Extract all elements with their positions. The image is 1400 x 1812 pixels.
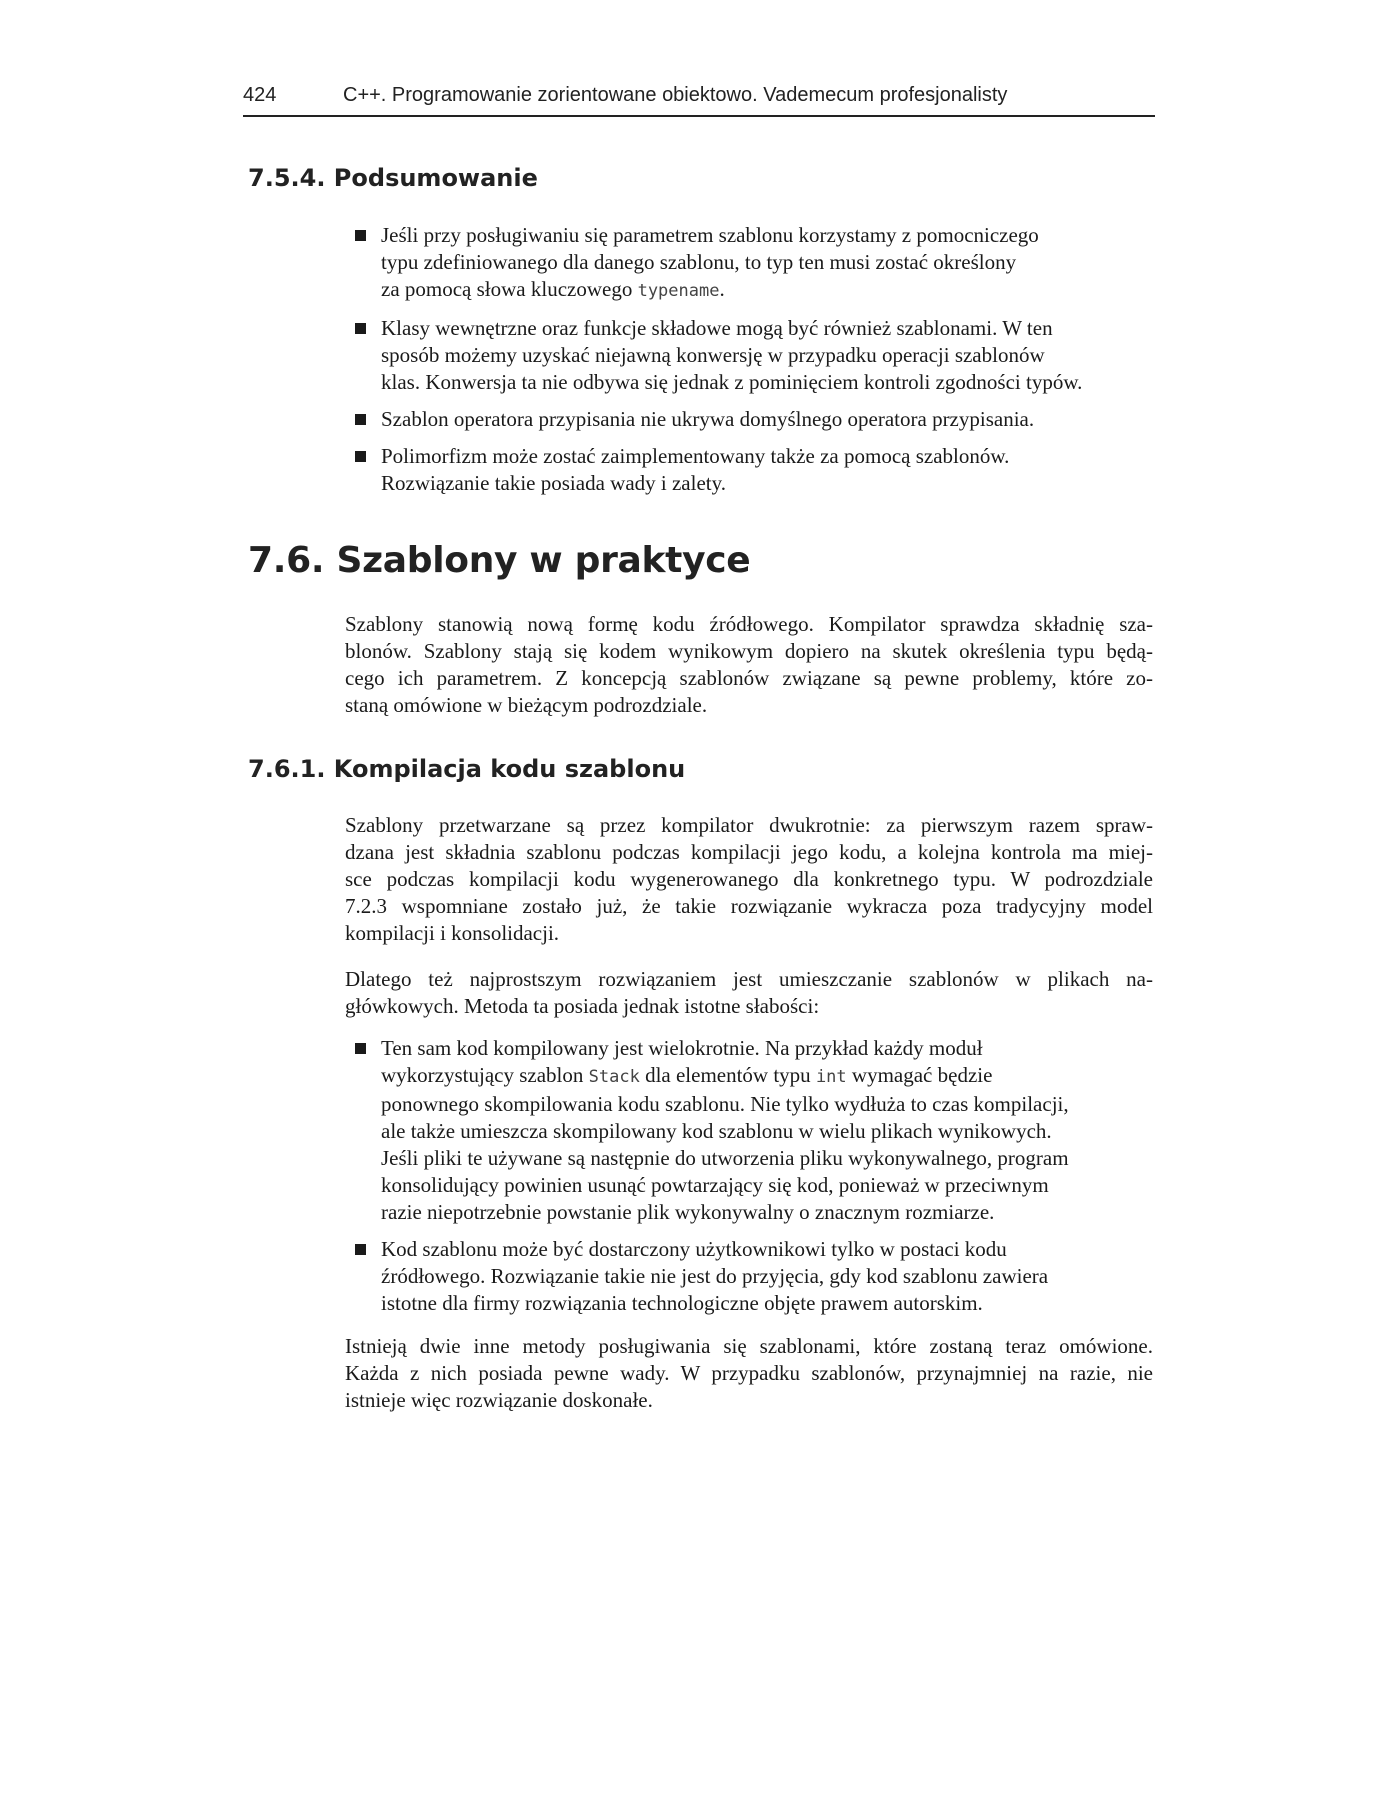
- text-line: ponownego skompilowania kodu szablonu. Nie tylko wydłuża to czas kompilacji,: [381, 1092, 1069, 1116]
- text-fragment: dla elementów typu: [639, 1063, 816, 1087]
- list-item: [381, 1236, 1161, 1317]
- code-keyword: Stack: [588, 1067, 640, 1087]
- text-line: kompilacji i konsolidacji.: [345, 921, 560, 945]
- text-line: dzana jest składnia szablonu podczas kompilacji jego kodu, a kolejna kontrola ma miej-: [345, 840, 1153, 864]
- weakness-list: [381, 1035, 1161, 1327]
- text-line: Dlatego też najprostszym rozwiązaniem jest umieszczanie szablonów w plikach na-: [345, 967, 1153, 991]
- text-line: źródłowego. Rozwiązanie takie nie jest do przyjęcia, gdy kod szablonu zawiera: [381, 1264, 1049, 1288]
- square-bullet-icon: [355, 323, 366, 334]
- text-line: [381, 276, 1161, 305]
- list-item: [381, 315, 1161, 396]
- paragraph: [345, 611, 1153, 719]
- square-bullet-icon: [355, 230, 366, 241]
- text-line: konsolidujący powinien usunąć powtarzający się kod, ponieważ w przeciwnym: [381, 1173, 1049, 1197]
- heading-7-6-1: 7.6.1. Kompilacja kodu szablonu: [248, 755, 686, 783]
- text-line: główkowych. Metoda ta posiada jednak istotne słabości:: [345, 994, 820, 1018]
- text-line: Każda z nich posiada pewne wady. W przypadku szablonów, przynajmniej na razie, nie: [345, 1361, 1153, 1385]
- square-bullet-icon: [355, 1043, 366, 1054]
- text-line: sce podczas kompilacji kodu wygenerowanego dla konkretnego typu. W podrozdziale: [345, 867, 1153, 891]
- code-keyword: typename: [637, 281, 720, 301]
- square-bullet-icon: [355, 451, 366, 462]
- text-line: staną omówione w bieżącym podrozdziale.: [345, 693, 708, 717]
- text-line: Szablon operatora przypisania nie ukrywa domyślnego operatora przypisania.: [381, 407, 1035, 431]
- text-line: Istnieją dwie inne metody posługiwania się szablonami, które zostaną teraz omówione.: [345, 1334, 1153, 1358]
- text-line: Ten sam kod kompilowany jest wielokrotnie. Na przykład każdy moduł: [381, 1036, 983, 1060]
- paragraph: [345, 1333, 1153, 1414]
- paragraph: [345, 812, 1153, 947]
- header-rule: [243, 115, 1155, 117]
- text-line: sposób możemy uzyskać niejawną konwersję w przypadku operacji szablonów: [381, 343, 1045, 367]
- text-line: Szablony stanowią nową formę kodu źródłowego. Kompilator sprawdza składnię sza-: [345, 612, 1153, 636]
- text-line: istotne dla firmy rozwiązania technologiczne objęte prawem autorskim.: [381, 1291, 983, 1315]
- heading-7-5-4: 7.5.4. Podsumowanie: [248, 164, 538, 192]
- code-keyword: int: [815, 1067, 847, 1087]
- text-line: Klasy wewnętrzne oraz funkcje składowe mogą być również szablonami. W ten: [381, 316, 1053, 340]
- text-line: 7.2.3 wspomniane zostało już, że takie rozwiązanie wykracza poza tradycyjny model: [345, 894, 1153, 918]
- text-line: Polimorfizm może zostać zaimplementowany także za pomocą szablonów.: [381, 444, 1010, 468]
- text-fragment: wymagać będzie: [846, 1063, 993, 1087]
- text-line: ale także umieszcza skompilowany kod szablonu w wielu plikach wynikowych.: [381, 1119, 1052, 1143]
- text-line: Jeśli pliki te używane są następnie do utworzenia pliku wykonywalnego, program: [381, 1146, 1069, 1170]
- page-number: 424: [243, 84, 277, 106]
- list-item: [381, 1035, 1161, 1226]
- text-line: Szablony przetwarzane są przez kompilator dwukrotnie: za pierwszym razem spraw-: [345, 813, 1153, 837]
- list-item: [381, 443, 1161, 497]
- list-item: [381, 406, 1161, 433]
- text-line: Rozwiązanie takie posiada wady i zalety.: [381, 471, 726, 495]
- book-title: C++. Programowanie zorientowane obiektowo. Vademecum profesjonalisty: [343, 84, 1008, 106]
- square-bullet-icon: [355, 1244, 366, 1255]
- text-line: istnieje więc rozwiązanie doskonałe.: [345, 1388, 653, 1412]
- text-fragment: wykorzystujący szablon: [381, 1063, 589, 1087]
- summary-list: [381, 222, 1161, 507]
- square-bullet-icon: [355, 414, 366, 425]
- text-line: cego ich parametrem. Z koncepcją szablonów związane są pewne problemy, które zo-: [345, 666, 1153, 690]
- text-fragment: za pomocą słowa kluczowego: [381, 277, 638, 301]
- paragraph: [345, 966, 1153, 1020]
- text-line: typu zdefiniowanego dla danego szablonu, to typ ten musi zostać określony: [381, 250, 1017, 274]
- text-line: razie niepotrzebnie powstanie plik wykonywalny o znacznym rozmiarze.: [381, 1200, 995, 1224]
- text-fragment: .: [719, 277, 725, 301]
- text-line: blonów. Szablony stają się kodem wynikowym dopiero na skutek określenia typu będą-: [345, 639, 1153, 663]
- list-item: [381, 222, 1161, 305]
- heading-7-6: 7.6. Szablony w praktyce: [248, 540, 751, 581]
- text-line: [381, 1062, 1161, 1091]
- text-line: klas. Konwersja ta nie odbywa się jednak z pominięciem kontroli zgodności typów.: [381, 370, 1083, 394]
- text-line: Jeśli przy posługiwaniu się parametrem szablonu korzystamy z pomocniczego: [381, 223, 1039, 247]
- text-line: Kod szablonu może być dostarczony użytkownikowi tylko w postaci kodu: [381, 1237, 1007, 1261]
